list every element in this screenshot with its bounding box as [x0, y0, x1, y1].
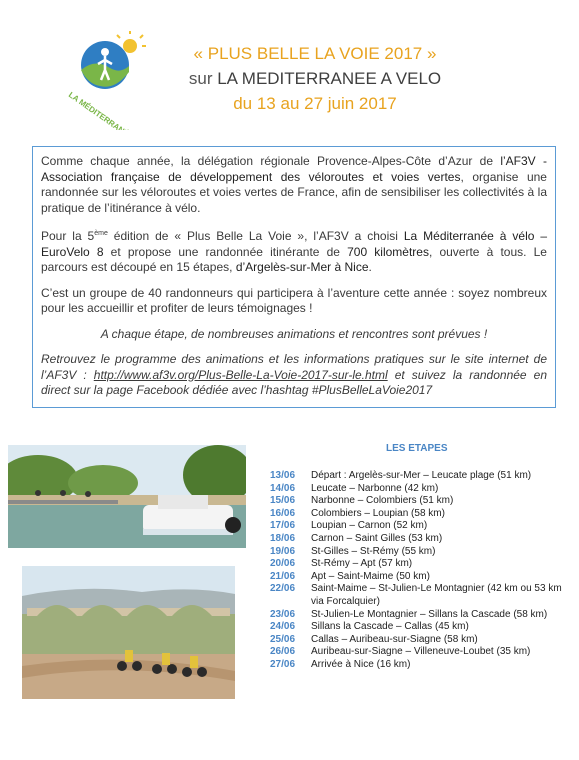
etape-route: Arrivée à Nice (16 km) — [311, 658, 411, 670]
etape-row — [270, 483, 570, 496]
etape-route: Sillans la Cascade – Callas (45 km) — [311, 621, 469, 633]
etapes-title: LES ETAPES — [386, 443, 448, 454]
etape-date: 25/06 — [270, 633, 296, 645]
intro-highlight: A chaque étape, de nombreuses animations et rencontres sont prévues ! — [100, 326, 488, 341]
etape-date: 21/06 — [270, 570, 296, 582]
aqueduct-photo — [22, 566, 235, 699]
etape-row — [270, 520, 570, 533]
canal-photo — [8, 445, 246, 548]
intro-paragraph-3: C’est un groupe de 40 randonneurs qui participera à l’aventure cette année : soyez nombreux pour les accueillir et profiter de leurs témoignages ! — [41, 285, 547, 315]
etape-date: 14/06 — [270, 482, 296, 494]
etape-route: Loupian – Carnon (52 km) — [311, 520, 428, 532]
etape-date: 26/06 — [270, 646, 296, 658]
intro-paragraph-5: Retrouvez le programme des animations et les informations pratiques sur le site internet de l’AF3V : http://www.af3v.org/Plus-Belle-La-Voie-2017-sur-le.html et suivez la randonnée en direct sur la page Facebook dédiée avec l’hashtag #PlusBelleLaVoie2017 — [41, 352, 547, 397]
etape-row — [270, 659, 570, 672]
etape-route: Colombiers – Loupian (58 km) — [311, 507, 445, 519]
etape-row — [270, 533, 570, 546]
etape-row — [270, 571, 570, 584]
af3v-link[interactable]: http://www.af3v.org/Plus-Belle-La-Voie-2017-sur-le.html — [93, 367, 388, 382]
etape-date: 16/06 — [270, 507, 296, 519]
etape-row — [270, 583, 570, 608]
etape-date: 15/06 — [270, 495, 296, 507]
etape-route: Narbonne – Colombiers (51 km) — [311, 495, 454, 507]
etape-row — [270, 470, 570, 483]
etape-row — [270, 609, 570, 622]
intro-paragraph-1: Comme chaque année, la délégation régionale Provence-Alpes-Côte d’Azur de l’AF3V - Association française de développement des véloroutes et voies vertes, organise une randonnée sur les véloroutes et voies vertes de France, afin de sensibiliser les collectivités à la pratique de l’itinérance à vélo. — [41, 154, 547, 215]
etape-row — [270, 634, 570, 647]
page-header — [170, 41, 460, 116]
etape-row — [270, 508, 570, 521]
etape-row — [270, 646, 570, 659]
etape-date: 13/06 — [270, 470, 296, 481]
etape-row — [270, 558, 570, 571]
event-dates: du 13 au 27 juin 2017 — [233, 94, 397, 113]
etape-date: 23/06 — [270, 608, 296, 620]
etapes-list — [270, 470, 570, 672]
etape-date: 22/06 — [270, 583, 296, 595]
etape-row — [270, 546, 570, 559]
etape-route: St-Julien-Le Montagnier – Sillans la Cascade (58 km) — [311, 608, 548, 620]
etape-route: St-Rémy – Apt (57 km) — [311, 558, 413, 570]
etape-date: 18/06 — [270, 532, 296, 544]
etape-date: 24/06 — [270, 621, 296, 633]
logo — [60, 30, 170, 130]
etape-route: Apt – Saint-Maime (50 km) — [311, 570, 430, 582]
etape-row — [270, 621, 570, 634]
etape-route: St-Gilles – St-Rémy (55 km) — [311, 545, 436, 557]
etape-date: 27/06 — [270, 658, 296, 670]
intro-box — [32, 146, 556, 408]
event-title: « PLUS BELLE LA VOIE 2017 » — [193, 44, 437, 63]
intro-paragraph-2: Pour la 5ème édition de « Plus Belle La Voie », l’AF3V a choisi La Méditerranée à vélo – EuroVelo 8 et propose une randonnée itinérante de 700 kilomètres, ouverte à tous. Le parcours est découpé en 15 étapes, d’Argelès-sur-Mer à Nice. — [41, 229, 548, 274]
event-subtitle: sur LA MEDITERRANEE A VELO — [188, 69, 442, 88]
etape-route: Leucate – Narbonne (42 km) — [311, 482, 439, 494]
etape-route: Carnon – Saint Gilles (53 km) — [311, 532, 443, 544]
etape-date: 17/06 — [270, 520, 296, 532]
etape-route: Auribeau-sur-Siagne – Villeneuve-Loubet (35 km) — [311, 646, 531, 658]
etape-route: Saint-Maime – St-Julien-Le Montagnier (42 km ou 53 km via Forcalquier) — [311, 583, 562, 607]
svg-text:LA MÉDITERRANÉE À VÉLO: LA MÉDITERRANÉE À VÉLO — [66, 90, 161, 130]
etape-route: Callas – Auribeau-sur-Siagne (58 km) — [311, 633, 478, 645]
etape-date: 20/06 — [270, 558, 296, 570]
etape-row — [270, 495, 570, 508]
etape-route: Départ : Argelès-sur-Mer – Leucate plage (51 km) — [311, 470, 532, 481]
etape-date: 19/06 — [270, 545, 296, 557]
